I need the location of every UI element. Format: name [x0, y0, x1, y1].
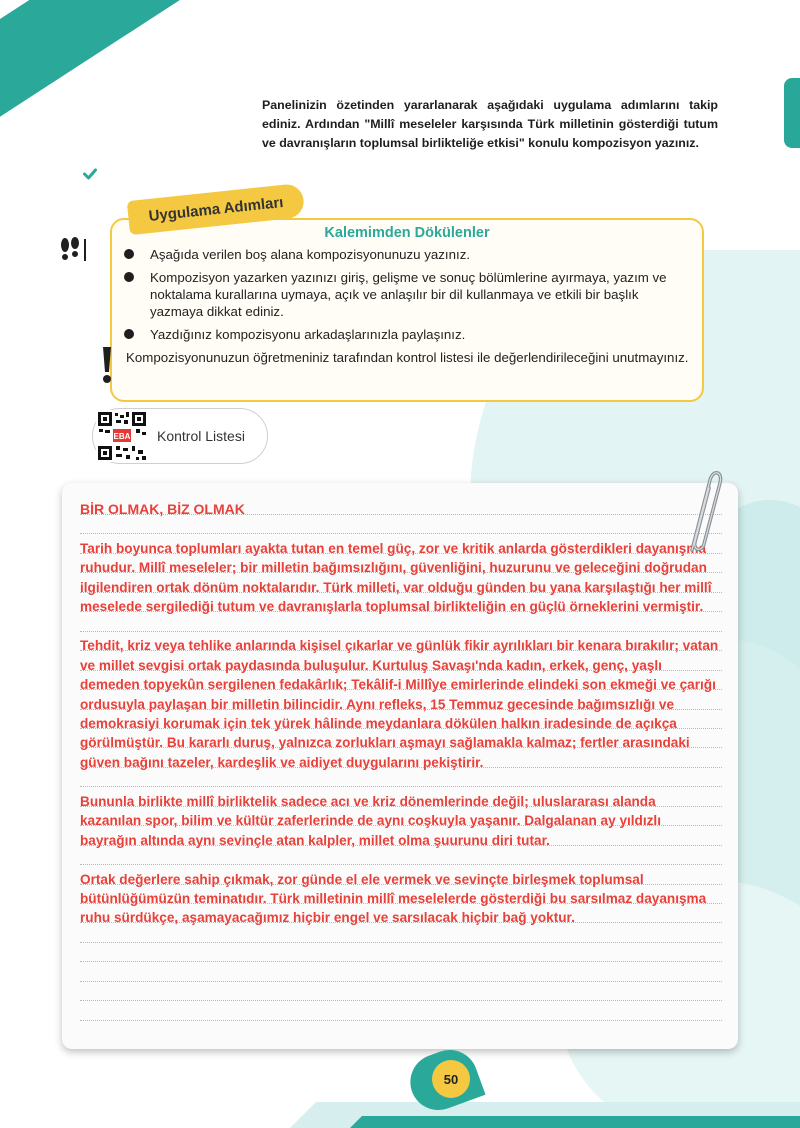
steps-tag: Uygulama Adımları	[127, 183, 306, 235]
bullet-icon	[124, 272, 134, 282]
step-text: Kompozisyon yazarken yazınızı giriş, gelişme ve sonuç bölümlerine ayırmaya, yazım ve noktalama kurallarına uymaya, açık ve anlaşılır bir dil kullanmaya ve etkili bir başlık yazmaya dikkat ediniz.	[150, 270, 667, 319]
footsteps-icon	[58, 237, 88, 263]
step-text: Yazdığınız kompozisyonu arkadaşlarınızla paylaşınız.	[150, 327, 466, 342]
bullet-icon	[124, 329, 134, 339]
writing-line	[80, 942, 722, 943]
qr-label: Kontrol Listesi	[157, 428, 245, 444]
qr-brand-text: EBA	[113, 432, 131, 441]
exclamation-icon	[100, 346, 114, 384]
composition-title: BİR OLMAK, BİZ OLMAK	[80, 501, 245, 517]
composition-paragraph: Tehdit, kriz veya tehlike anlarında kişisel çıkarlar ve günlük fikir ayrılıkları bir kenara bırakılır; vatan ve millet sevgisi ortak paydasında buluşulur. Kurtuluş Savaşı'nda kadın, erkek, genç, yaşlı demeden topyekûn sergilenen fedakârlık; Tekâlif-i Millîye emirlerinde elindeki son ekmeği ve çarığı ordusuyla paylaşan bir milletin bilincidir. Aynı refleks, 15 Temmuz gecesinde bağımsızlığı ve demokrasiyi korumak için tek yürek hâlinde meydanlara dökülen halkın iradesinde de açıkça görülmüştür. Bu kararlı duruş, yalnızca zorlukları aşmayı sağlamakla kalmaz; fertler arasındaki güven bağını tazeler, kardeşlik ve aidiyet duygularını pekiştirir.	[80, 638, 719, 770]
composition-paragraph: Bununla birlikte millî birliktelik sadece acı ve kriz dönemlerinde değil; uluslararası alanda kazanılan spor, bilim ve kültür zaferlerinde de aynı coşkuyla yaşanır. Dalgalanan ay yıldızlı bayrağın altında aynı sevinçle atan kalpler, millet olma şuurunu diri tutar.	[80, 793, 661, 848]
section-ribbon-label: DEĞERLENDİRELİM	[106, 32, 263, 143]
writing-line	[80, 981, 722, 982]
assignment-instructions: Panelinizin özetinden yararlanarak aşağıdaki uygulama adımlarını takip ediniz. Ardından "Millî meseleler karşısında Türk milletinin gösterdiği tutum ve davranışların toplumsal birlikteliğe etkisi" konulu kompozisyon yazınız.	[262, 98, 718, 150]
bullet-icon	[124, 249, 134, 259]
page-edge-tab	[784, 78, 800, 148]
checklist-icon	[60, 148, 104, 188]
step-item	[124, 326, 694, 343]
writing-line	[80, 1000, 722, 1001]
writing-line	[80, 1020, 722, 1021]
writing-line	[80, 961, 722, 962]
paperclip-icon	[678, 466, 724, 558]
step-item	[124, 246, 694, 263]
composition-paragraph: Ortak değerlere sahip çıkmak, zor günde el ele vermek ve sevinçte birleşmek toplumsal bütünlüğümüzün teminatıdır. Türk milletinin millî meselelerde gösterdiği bu sarsılmaz dayanışma ruhu sürdükçe, aşamayacağımız hiçbir engel ve sarsılacak hiçbir bağ yoktur.	[80, 871, 707, 926]
steps-title: Kalemimden Dökülenler	[324, 225, 490, 241]
steps-list	[124, 246, 694, 366]
step-item	[124, 269, 694, 320]
composition-paragraph: Tarih boyunca toplumları ayakta tutan en temel güç, zor ve kritik anlarda gösterdikleri dayanışma ruhudur. Millî meseleler; bir milletin bağımsızlığını, güvenliğini, huzurunu ve geleceğini doğrudan ilgilendiren ortak dönüm noktalarıdır. Türk milleti, var olduğu günden bu yana karşılaştığı her millî meselede sergilediği tutum ve davranışlarla toplumsal birlikteliğin en güçlü örneklerini vermiştir.	[80, 540, 712, 615]
step-text: Aşağıda verilen boş alana kompozisyonunuzu yazınız.	[150, 247, 471, 262]
reminder-note: Kompozisyonunuzun öğretmeniniz tarafından kontrol listesi ile değerlendirileceğini unutmayınız.	[126, 350, 689, 365]
footer-band-accent	[350, 1116, 800, 1128]
composition-text	[80, 500, 720, 928]
page-number: 50	[432, 1060, 470, 1098]
qr-code-icon[interactable]	[96, 410, 148, 462]
